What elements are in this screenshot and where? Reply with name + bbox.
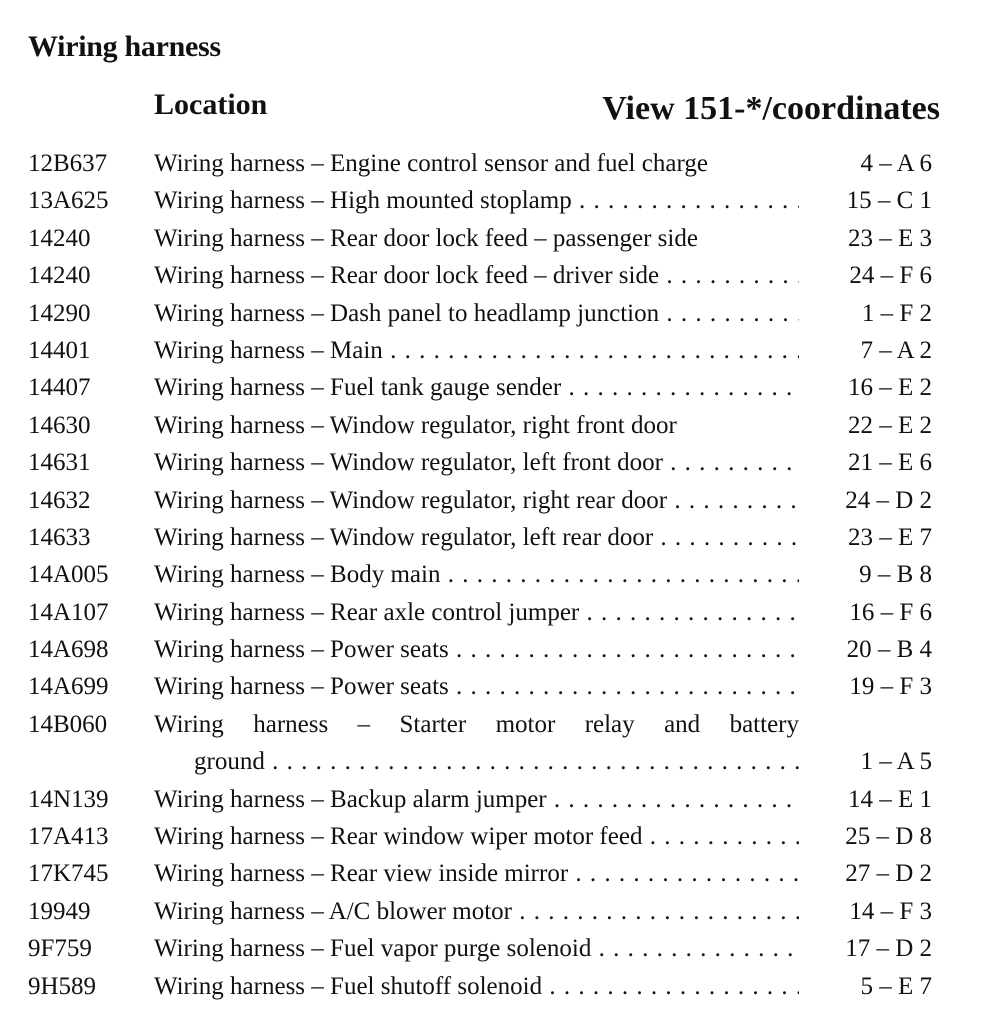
view-coordinates: 4 – A 6 [860, 150, 932, 177]
word: – [357, 710, 371, 738]
list-item [0, 706, 982, 781]
list-item [0, 295, 982, 332]
column-header-view-coordinates: View 151-*/coordinates [602, 90, 940, 127]
part-number: 19949 [28, 897, 91, 925]
view-coordinates: 14 – F 3 [849, 897, 932, 925]
part-number: 14631 [28, 449, 91, 477]
list-item [0, 369, 982, 406]
view-coordinates: 1 – F 2 [861, 299, 932, 327]
part-number: 14240 [28, 224, 91, 252]
location-description: Wiring harness – Window regulator, right front door [154, 411, 677, 439]
view-coordinates: 16 – E 2 [847, 374, 932, 402]
location-description: Wiring harness – Fuel shutoff solenoid . . . [154, 968, 799, 1005]
location-description: Wiring harness – Body main . . . [154, 556, 799, 593]
view-coordinates: 24 – D 2 [845, 486, 932, 514]
list-item [0, 594, 982, 631]
word: harness [253, 710, 329, 738]
location-description: Wiring harness – A/C blower motor . . . [154, 893, 799, 930]
list-item [0, 781, 982, 818]
word: battery [729, 710, 799, 738]
view-coordinates: 1 – A 5 [860, 748, 932, 776]
part-number: 14633 [28, 523, 91, 551]
list-item [0, 332, 982, 369]
list-item [0, 519, 982, 556]
location-description: Wiring harness – Main . . . [154, 332, 799, 369]
list-item [0, 220, 982, 257]
part-number: 14630 [28, 411, 91, 439]
view-coordinates: 17 – D 2 [845, 935, 932, 963]
part-number: 14A698 [28, 636, 109, 664]
location-description: Wiring harness – Engine control sensor and fuel charge [154, 150, 708, 177]
part-number: 14407 [28, 374, 91, 402]
list-item [0, 407, 982, 444]
part-number: 14A005 [28, 561, 109, 589]
view-coordinates: 7 – A 2 [860, 336, 932, 364]
view-coordinates: 15 – C 1 [846, 187, 932, 215]
part-number: 17K745 [28, 860, 109, 888]
list-item [0, 893, 982, 930]
word: Wiring [154, 710, 224, 738]
part-number: 14290 [28, 299, 91, 327]
view-coordinates: 9 – B 8 [859, 561, 932, 589]
harness-list [0, 145, 982, 1005]
word: motor [495, 710, 556, 738]
list-item [0, 257, 982, 294]
location-description: Wiring harness – Rear window wiper motor feed . . . [154, 818, 799, 855]
location-description: Wiring harness – Backup alarm jumper . . . [154, 781, 799, 818]
part-number: 17A413 [28, 823, 109, 851]
location-description: Wiring harness – Power seats . . . [154, 631, 799, 668]
list-item [0, 556, 982, 593]
view-coordinates: 25 – D 8 [845, 823, 932, 851]
word: Starter [399, 710, 467, 738]
location-description-line1 [154, 706, 799, 743]
part-number: 14632 [28, 486, 91, 514]
word: and [664, 710, 701, 738]
list-item [0, 631, 982, 668]
list-item [0, 482, 982, 519]
location-description: Wiring harness – Window regulator, right rear door . . . [154, 482, 799, 519]
view-coordinates: 24 – F 6 [849, 262, 932, 290]
list-item [0, 968, 982, 1005]
view-coordinates: 19 – F 3 [849, 673, 932, 701]
view-coordinates: 5 – E 7 [860, 972, 932, 1000]
part-number: 14240 [28, 262, 91, 290]
location-description: Wiring harness – Rear view inside mirror . . . [154, 855, 799, 892]
part-number: 13A625 [28, 187, 109, 215]
location-description: Wiring harness – Power seats . . . [154, 668, 799, 705]
part-number: 9F759 [28, 935, 92, 963]
part-number: 14N139 [28, 785, 109, 813]
list-item [0, 145, 982, 182]
word: relay [584, 710, 635, 738]
location-description: Wiring harness – Dash panel to headlamp junction . . . [154, 295, 799, 332]
part-number: 14B060 [28, 710, 108, 738]
list-item [0, 818, 982, 855]
location-description: Wiring harness – Window regulator, left rear door . . . [154, 519, 799, 556]
part-number: 14A107 [28, 598, 109, 626]
location-description: Wiring harness – High mounted stoplamp . . . [154, 182, 799, 219]
view-coordinates: 27 – D 2 [845, 860, 932, 888]
view-coordinates: 20 – B 4 [846, 636, 932, 664]
part-number: 9H589 [28, 972, 97, 1000]
location-description: Wiring harness – Window regulator, left front door . . . [154, 444, 799, 481]
view-coordinates: 23 – E 7 [847, 523, 932, 551]
view-coordinates: 22 – E 2 [847, 411, 932, 439]
location-description: Wiring harness – Rear door lock feed – driver side . . . [154, 257, 799, 294]
part-number: 14A699 [28, 673, 109, 701]
location-description: Wiring harness – Rear door lock feed – passenger side [154, 224, 698, 252]
list-item [0, 855, 982, 892]
list-item [0, 182, 982, 219]
part-number: 14401 [28, 336, 91, 364]
column-header-location: Location [154, 88, 268, 121]
view-coordinates: 21 – E 6 [847, 449, 932, 477]
view-coordinates: 23 – E 3 [847, 224, 932, 252]
view-coordinates: 14 – E 1 [847, 785, 932, 813]
page-title: Wiring harness [28, 30, 221, 63]
list-item [0, 930, 982, 967]
location-description: Wiring harness – Fuel vapor purge solenoid . . . [154, 930, 799, 967]
part-number: 12B637 [28, 150, 108, 177]
location-description: Wiring harness – Rear axle control jumper . . . [154, 594, 799, 631]
list-item [0, 668, 982, 705]
list-item [0, 444, 982, 481]
location-description: Wiring harness – Fuel tank gauge sender . . . [154, 369, 799, 406]
location-description-line2: ground . . . [194, 743, 799, 780]
view-coordinates: 16 – F 6 [849, 598, 932, 626]
